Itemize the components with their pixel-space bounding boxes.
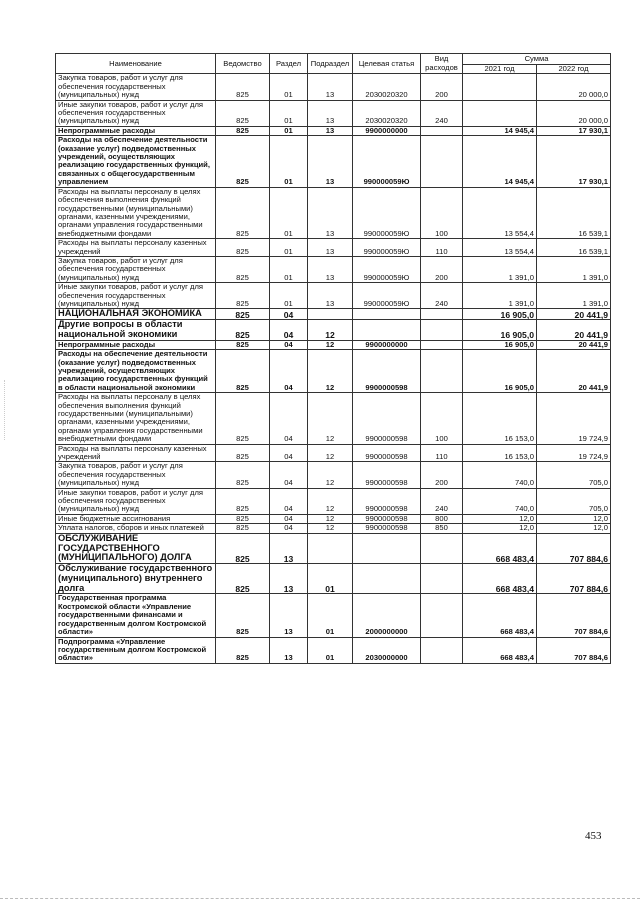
table-row	[56, 637, 611, 663]
cell-target: 990000059Ю	[353, 283, 421, 309]
cell-expense-type: 110	[421, 444, 463, 462]
cell-name: Закупка товаров, работ и услуг для обеспечения государственных (муниципальных) нужд	[56, 256, 216, 282]
cell-sum-2021	[463, 100, 537, 126]
cell-expense-type: 100	[421, 393, 463, 444]
cell-expense-type	[421, 320, 463, 341]
cell-sum-2021: 668 483,4	[463, 594, 537, 637]
cell-subsection: 01	[308, 594, 353, 637]
cell-name: Иные закупки товаров, работ и услуг для обеспечения государственных (муниципальных) нужд	[56, 283, 216, 309]
table-row	[56, 256, 611, 282]
cell-expense-type	[421, 136, 463, 187]
cell-sum-2022: 20 441,9	[537, 350, 611, 393]
cell-subsection: 13	[308, 100, 353, 126]
cell-target: 990000059Ю	[353, 136, 421, 187]
cell-sum-2022: 20 000,0	[537, 74, 611, 100]
cell-dept: 825	[216, 564, 270, 594]
cell-section: 13	[270, 594, 308, 637]
cell-name: ОБСЛУЖИВАНИЕ ГОСУДАРСТВЕННОГО (МУНИЦИПАЛЬНОГО) ДОЛГА	[56, 533, 216, 563]
cell-target: 9900000598	[353, 462, 421, 488]
cell-name: Непрограммные расходы	[56, 126, 216, 135]
header-target: Целевая статья	[353, 54, 421, 74]
cell-sum-2021: 740,0	[463, 488, 537, 514]
cell-dept: 825	[216, 136, 270, 187]
cell-subsection: 01	[308, 637, 353, 663]
cell-sum-2021: 12,0	[463, 514, 537, 523]
cell-dept: 825	[216, 462, 270, 488]
table-row	[56, 533, 611, 563]
cell-subsection	[308, 533, 353, 563]
cell-section: 01	[270, 126, 308, 135]
cell-sum-2021: 16 905,0	[463, 320, 537, 341]
cell-name: Подпрограмма «Управление государственным долгом Костромской области»	[56, 637, 216, 663]
table-row	[56, 187, 611, 238]
cell-expense-type	[421, 340, 463, 349]
cell-expense-type	[421, 637, 463, 663]
cell-sum-2022: 707 884,6	[537, 637, 611, 663]
cell-expense-type: 200	[421, 74, 463, 100]
table-row	[56, 136, 611, 187]
cell-dept: 825	[216, 393, 270, 444]
cell-section: 13	[270, 533, 308, 563]
header-expense-type: Вид расходов	[421, 54, 463, 74]
cell-sum-2022: 705,0	[537, 462, 611, 488]
header-dept: Ведомство	[216, 54, 270, 74]
cell-name: Другие вопросы в области национальной экономики	[56, 320, 216, 341]
cell-sum-2021: 16 905,0	[463, 350, 537, 393]
cell-sum-2021: 16 905,0	[463, 340, 537, 349]
cell-sum-2022: 707 884,6	[537, 594, 611, 637]
cell-target: 9900000598	[353, 350, 421, 393]
cell-section: 01	[270, 256, 308, 282]
cell-sum-2021: 13 554,4	[463, 239, 537, 257]
cell-subsection: 12	[308, 514, 353, 523]
cell-dept: 825	[216, 637, 270, 663]
cell-dept: 825	[216, 488, 270, 514]
cell-name: Обслуживание государственного (муниципального) внутреннего долга	[56, 564, 216, 594]
cell-target: 990000059Ю	[353, 256, 421, 282]
cell-section: 04	[270, 514, 308, 523]
cell-expense-type: 200	[421, 256, 463, 282]
cell-dept: 825	[216, 74, 270, 100]
cell-expense-type	[421, 564, 463, 594]
header-section: Раздел	[270, 54, 308, 74]
cell-sum-2021: 14 945,4	[463, 136, 537, 187]
header-name: Наименование	[56, 54, 216, 74]
table-row	[56, 100, 611, 126]
cell-name: Иные закупки товаров, работ и услуг для обеспечения государственных (муниципальных) нужд	[56, 488, 216, 514]
header-subsection: Подраздел	[308, 54, 353, 74]
cell-subsection: 13	[308, 136, 353, 187]
cell-expense-type: 800	[421, 514, 463, 523]
cell-target: 9900000000	[353, 126, 421, 135]
cell-section: 04	[270, 340, 308, 349]
cell-sum-2022: 16 539,1	[537, 187, 611, 238]
cell-sum-2021: 16 153,0	[463, 444, 537, 462]
cell-sum-2021: 740,0	[463, 462, 537, 488]
cell-expense-type: 240	[421, 283, 463, 309]
cell-name: Уплата налогов, сборов и иных платежей	[56, 524, 216, 533]
cell-sum-2022: 12,0	[537, 514, 611, 523]
cell-expense-type: 100	[421, 187, 463, 238]
cell-subsection: 13	[308, 283, 353, 309]
cell-sum-2021: 1 391,0	[463, 283, 537, 309]
cell-dept: 825	[216, 444, 270, 462]
cell-subsection: 13	[308, 187, 353, 238]
budget-table	[55, 53, 611, 664]
cell-dept: 825	[216, 283, 270, 309]
cell-subsection: 13	[308, 126, 353, 135]
table-row	[56, 393, 611, 444]
header-sum: Сумма	[463, 54, 611, 65]
cell-expense-type	[421, 350, 463, 393]
cell-dept: 825	[216, 256, 270, 282]
header-year-2021: 2021 год	[463, 65, 537, 74]
cell-section: 04	[270, 462, 308, 488]
table-row	[56, 462, 611, 488]
cell-target: 990000059Ю	[353, 187, 421, 238]
cell-name: Непрограммные расходы	[56, 340, 216, 349]
cell-subsection: 13	[308, 74, 353, 100]
cell-subsection: 12	[308, 488, 353, 514]
cell-name: НАЦИОНАЛЬНАЯ ЭКОНОМИКА	[56, 309, 216, 320]
cell-target: 2000000000	[353, 594, 421, 637]
scan-margin-mark	[4, 380, 6, 440]
table-row	[56, 564, 611, 594]
cell-subsection	[308, 309, 353, 320]
table-body	[56, 74, 611, 663]
cell-dept: 825	[216, 320, 270, 341]
cell-target: 9900000000	[353, 340, 421, 349]
cell-target: 9900000598	[353, 488, 421, 514]
cell-section: 04	[270, 524, 308, 533]
cell-dept: 825	[216, 514, 270, 523]
cell-target: 9900000598	[353, 514, 421, 523]
cell-sum-2021: 16 905,0	[463, 309, 537, 320]
cell-subsection: 12	[308, 393, 353, 444]
cell-name: Расходы на выплаты персоналу в целях обеспечения выполнения функций государственными (муниципальными) органами, казенными учреждениями, органами управления государственными внебюджетными фондами	[56, 187, 216, 238]
page-number: 453	[585, 830, 602, 842]
cell-sum-2022: 12,0	[537, 524, 611, 533]
cell-sum-2022: 20 000,0	[537, 100, 611, 126]
table-row	[56, 74, 611, 100]
cell-name: Иные бюджетные ассигнования	[56, 514, 216, 523]
cell-section: 13	[270, 637, 308, 663]
cell-sum-2022: 20 441,9	[537, 309, 611, 320]
table-row	[56, 488, 611, 514]
cell-dept: 825	[216, 309, 270, 320]
cell-expense-type: 240	[421, 488, 463, 514]
cell-sum-2022: 1 391,0	[537, 283, 611, 309]
cell-subsection: 12	[308, 462, 353, 488]
cell-section: 04	[270, 320, 308, 341]
cell-expense-type: 240	[421, 100, 463, 126]
cell-sum-2022: 1 391,0	[537, 256, 611, 282]
cell-name: Государственная программа Костромской области «Управление государственными финансами и государственным долгом Костромской области»	[56, 594, 216, 637]
cell-name: Расходы на обеспечение деятельности (оказание услуг) подведомственных учреждений, осуществляющих реализацию государственных функций в области национальной экономики	[56, 350, 216, 393]
cell-name: Расходы на обеспечение деятельности (оказание услуг) подведомственных учреждений, осуществляющих реализацию государственных функций, связанных с общегосударственным управлением	[56, 136, 216, 187]
cell-expense-type	[421, 309, 463, 320]
cell-subsection: 12	[308, 524, 353, 533]
cell-target	[353, 309, 421, 320]
cell-dept: 825	[216, 239, 270, 257]
cell-expense-type	[421, 533, 463, 563]
cell-target: 9900000598	[353, 393, 421, 444]
cell-dept: 825	[216, 533, 270, 563]
cell-section: 01	[270, 74, 308, 100]
cell-name: Закупка товаров, работ и услуг для обеспечения государственных (муниципальных) нужд	[56, 462, 216, 488]
cell-sum-2022: 17 930,1	[537, 126, 611, 135]
cell-dept: 825	[216, 126, 270, 135]
cell-name: Расходы на выплаты персоналу казенных учреждений	[56, 239, 216, 257]
cell-expense-type: 110	[421, 239, 463, 257]
cell-sum-2022: 17 930,1	[537, 136, 611, 187]
scan-edge-line	[0, 898, 640, 899]
cell-dept: 825	[216, 594, 270, 637]
cell-sum-2021: 1 391,0	[463, 256, 537, 282]
cell-sum-2022: 705,0	[537, 488, 611, 514]
table-row	[56, 350, 611, 393]
cell-section: 13	[270, 564, 308, 594]
header-year-2022: 2022 год	[537, 65, 611, 74]
cell-target	[353, 320, 421, 341]
cell-target	[353, 564, 421, 594]
cell-sum-2021: 14 945,4	[463, 126, 537, 135]
cell-section: 01	[270, 187, 308, 238]
cell-subsection: 12	[308, 444, 353, 462]
cell-section: 01	[270, 136, 308, 187]
cell-section: 01	[270, 239, 308, 257]
cell-sum-2021: 13 554,4	[463, 187, 537, 238]
cell-section: 04	[270, 488, 308, 514]
table-row	[56, 320, 611, 341]
cell-expense-type: 200	[421, 462, 463, 488]
cell-target: 990000059Ю	[353, 239, 421, 257]
cell-subsection: 13	[308, 239, 353, 257]
cell-section: 04	[270, 393, 308, 444]
cell-dept: 825	[216, 187, 270, 238]
cell-section: 04	[270, 444, 308, 462]
cell-sum-2021: 12,0	[463, 524, 537, 533]
cell-name: Расходы на выплаты персоналу казенных учреждений	[56, 444, 216, 462]
cell-dept: 825	[216, 100, 270, 126]
cell-target: 2030020320	[353, 100, 421, 126]
cell-section: 04	[270, 309, 308, 320]
cell-sum-2022: 19 724,9	[537, 444, 611, 462]
table-row	[56, 444, 611, 462]
cell-expense-type	[421, 126, 463, 135]
cell-sum-2021: 668 483,4	[463, 564, 537, 594]
cell-sum-2022: 16 539,1	[537, 239, 611, 257]
cell-dept: 825	[216, 524, 270, 533]
cell-section: 01	[270, 100, 308, 126]
cell-sum-2021	[463, 74, 537, 100]
cell-dept: 825	[216, 350, 270, 393]
cell-name: Расходы на выплаты персоналу в целях обеспечения выполнения функций государственными (муниципальными) органами, казенными учреждениями, органами управления государственными внебюджетными фондами	[56, 393, 216, 444]
table-row	[56, 239, 611, 257]
cell-name: Закупка товаров, работ и услуг для обеспечения государственных (муниципальных) нужд	[56, 74, 216, 100]
cell-subsection: 12	[308, 320, 353, 341]
cell-name: Иные закупки товаров, работ и услуг для обеспечения государственных (муниципальных) нужд	[56, 100, 216, 126]
cell-target: 9900000598	[353, 444, 421, 462]
cell-sum-2021: 16 153,0	[463, 393, 537, 444]
cell-target: 9900000598	[353, 524, 421, 533]
table-header	[56, 54, 611, 74]
cell-sum-2022: 19 724,9	[537, 393, 611, 444]
table-row	[56, 524, 611, 533]
cell-sum-2021: 668 483,4	[463, 533, 537, 563]
cell-section: 04	[270, 350, 308, 393]
cell-subsection: 12	[308, 340, 353, 349]
cell-target: 2030020320	[353, 74, 421, 100]
cell-target	[353, 533, 421, 563]
cell-sum-2022: 20 441,9	[537, 320, 611, 341]
cell-sum-2022: 707 884,6	[537, 564, 611, 594]
cell-sum-2022: 20 441,9	[537, 340, 611, 349]
cell-target: 2030000000	[353, 637, 421, 663]
table-row	[56, 594, 611, 637]
cell-dept: 825	[216, 340, 270, 349]
cell-sum-2021: 668 483,4	[463, 637, 537, 663]
table-row	[56, 283, 611, 309]
cell-subsection: 12	[308, 350, 353, 393]
cell-section: 01	[270, 283, 308, 309]
cell-expense-type	[421, 594, 463, 637]
cell-subsection: 01	[308, 564, 353, 594]
cell-expense-type: 850	[421, 524, 463, 533]
table-row	[56, 309, 611, 320]
cell-sum-2022: 707 884,6	[537, 533, 611, 563]
cell-subsection: 13	[308, 256, 353, 282]
